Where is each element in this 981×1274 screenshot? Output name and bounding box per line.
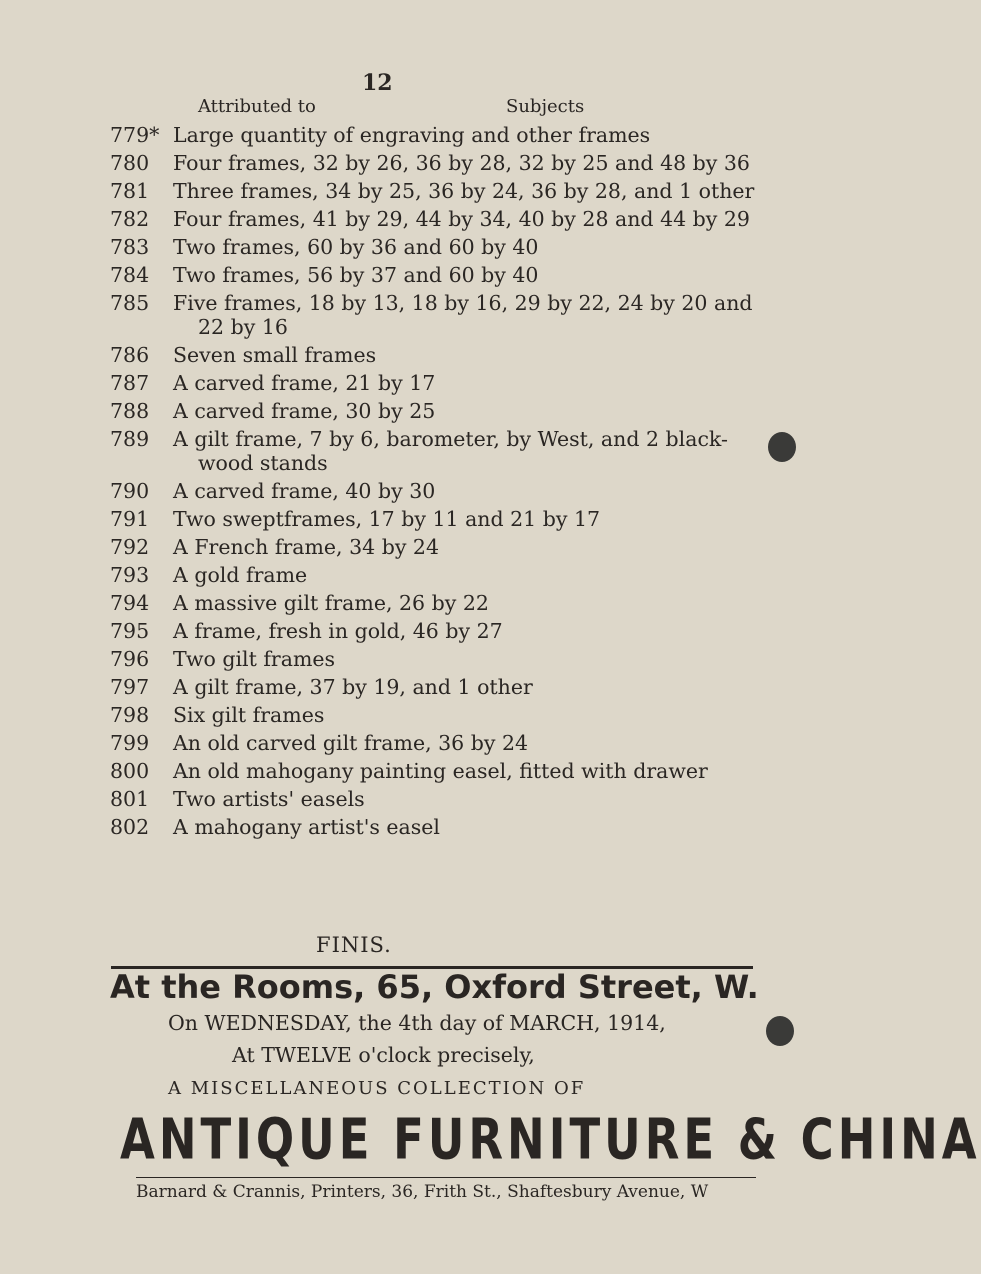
lot-description: Six gilt frames [173,703,325,727]
lot-description: Four frames, 41 by 29, 44 by 34, 40 by 28 and 44 by 29 [173,207,750,231]
lot-number: 789 [110,427,150,451]
lot-row [110,701,800,729]
lot-description: A carved frame, 30 by 25 [173,399,436,423]
lot-row [110,505,800,533]
lot-row [110,533,800,561]
lot-description: A gilt frame, 37 by 19, and 1 other [173,675,533,699]
lot-description: A French frame, 34 by 24 [173,535,439,559]
lot-row [110,289,800,341]
lot-number: 787 [110,371,150,395]
lot-row [110,813,800,841]
lot-number: 790 [110,479,150,503]
sale-title: ANTIQUE FURNITURE & CHINA [120,1106,981,1173]
lot-description: An old mahogany painting easel, fitted with drawer [173,759,708,783]
lot-number: 795 [110,619,150,643]
header-subjects: Subjects [506,96,585,117]
lot-number: 797 [110,675,150,699]
page-number: 12 [362,70,393,96]
lot-row [110,617,800,645]
lot-description-continued: wood stands [198,451,328,475]
lot-number: 783 [110,235,150,259]
lot-number: 786 [110,343,150,367]
lot-description: An old carved gilt frame, 36 by 24 [173,731,529,755]
lot-number: 792 [110,535,150,559]
lot-number: 784 [110,263,150,287]
lot-row [110,477,800,505]
lot-row [110,149,800,177]
lot-description: Two sweptframes, 17 by 11 and 21 by 17 [173,507,601,531]
lot-row [110,369,800,397]
printer-rule [136,1177,756,1178]
lot-number: 799 [110,731,150,755]
lot-row [110,397,800,425]
lot-description: Large quantity of engraving and other frames [173,123,651,147]
lot-row [110,341,800,369]
lot-description: Two gilt frames [173,647,336,671]
lot-row [110,205,800,233]
lot-description: A carved frame, 40 by 30 [173,479,436,503]
lot-description: A frame, fresh in gold, 46 by 27 [173,619,503,643]
printer-imprint: Barnard & Crannis, Printers, 36, Frith St., Shaftesbury Avenue, W [136,1182,709,1202]
lot-number: 800 [110,759,150,783]
lot-number: 780 [110,151,150,175]
lot-description: A mahogany artist's easel [173,815,440,839]
lot-description: A gilt frame, 7 by 6, barometer, by West, and 2 black- [173,427,728,451]
lot-description: A carved frame, 21 by 17 [173,371,436,395]
lot-description: Two frames, 56 by 37 and 60 by 40 [173,263,539,287]
sale-venue: At the Rooms, 65, Oxford Street, W. [110,968,759,1006]
header-attributed-to: Attributed to [198,96,316,117]
lot-row [110,177,800,205]
sale-time: At TWELVE o'clock precisely, [232,1043,535,1067]
lot-number: 791 [110,507,150,531]
lot-row [110,589,800,617]
lot-row [110,121,800,149]
lot-row [110,425,800,477]
lot-number: 794 [110,591,150,615]
lot-row [110,785,800,813]
ink-blot-icon [766,1016,794,1046]
lot-description: Seven small frames [173,343,377,367]
lot-row [110,561,800,589]
lot-row [110,645,800,673]
lot-number: 781 [110,179,150,203]
lot-number: 798 [110,703,150,727]
lot-number: 779* [110,123,160,147]
lot-description: Two frames, 60 by 36 and 60 by 40 [173,235,539,259]
lot-row [110,673,800,701]
lot-row [110,261,800,289]
lot-description: Two artists' easels [173,787,365,811]
lot-description: Four frames, 32 by 26, 36 by 28, 32 by 25 and 48 by 36 [173,151,750,175]
lot-row [110,757,800,785]
lot-number: 793 [110,563,150,587]
lot-description-continued: 22 by 16 [198,315,288,339]
lot-number: 801 [110,787,150,811]
sale-date: On WEDNESDAY, the 4th day of MARCH, 1914, [168,1011,666,1035]
lot-number: 796 [110,647,150,671]
lot-list [110,121,800,841]
ink-blot-icon [768,432,796,462]
lot-row [110,729,800,757]
lot-description: Three frames, 34 by 25, 36 by 24, 36 by 28, and 1 other [173,179,755,203]
collection-line: A MISCELLANEOUS COLLECTION OF [168,1078,586,1099]
lot-row [110,233,800,261]
lot-number: 802 [110,815,150,839]
finis: FINIS. [316,933,392,957]
lot-description: A gold frame [173,563,308,587]
lot-description: Five frames, 18 by 13, 18 by 16, 29 by 22, 24 by 20 and [173,291,753,315]
lot-description: A massive gilt frame, 26 by 22 [173,591,489,615]
lot-number: 785 [110,291,150,315]
lot-number: 788 [110,399,150,423]
lot-number: 782 [110,207,150,231]
